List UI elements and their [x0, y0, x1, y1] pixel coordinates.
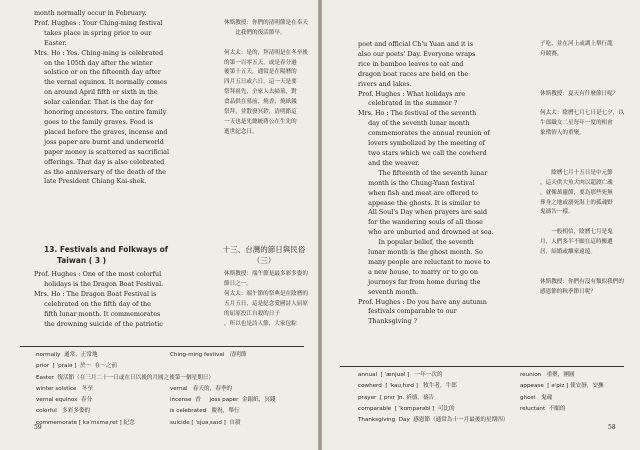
left-page-number: 59 [34, 424, 42, 431]
left-vocab-column-1: normally 通常，正常地 prior [ ˈpraiə ] 於～ 在～之前 Easter 復活節（在三月二十一日或在日以後的月圓之後第一個星期日） winter solstice 冬至 vernal equinox 春分 colorful 多彩多姿的 commemorate [ kəˈmɛməˌret ] 紀念 [36, 352, 214, 426]
left-vocab-divider [20, 346, 304, 347]
right-chinese-translation: 子吃，並在河上或湖上舉行龍 舟競賽。 休斯教授：夏天有什麼節日呢？ 何太太：陰曆七月七日是七夕，以 牛郎織女二星每年一度的相會 象徵情人的重聚。 陰曆七月十五日是中元節 ，這天供大魚大肉以超渡亡魂 ，就像萬靈節，要為那些死無 葬身之地或溺死海上的孤魂野 鬼禱告一樣。 一般相信，陰曆七月是鬼 月，人們多半不願在這時搬遷 居，結婚或離家遠遊。 休斯教授：你們有沒有類似我們的 感恩節的秋季節日呢？ [540, 41, 624, 295]
right-vocab-divider [340, 366, 624, 367]
right-english-dialogue: poet and official Ch'u Yuan and it is also our poets' Day. Everyone wraps rice in bamboo leaves to eat and dragon boat races are held on the rivers and lakes. Prof. Hughes : What holidays are celebrated in the summer ? Mrs. Ho : The festival of the seventh day of the seventh lunar month commemorates the annual reunion of lovers symbolized by the meeting of two stars which we call the cowherd and the weaver. The fifteenth of the seventh lunar month is the Chung-Yuan festival when fish and meat are offered to appease the ghosts. It is similar to All Soul's Day when prayers are said for the wandering souls of all those who are unburied and drowned at sea. In popular belief, the seventh lunar month is the ghost month. So many people are reluctant to move to a new house, to marry or to go on journeys far from home during the seventh month. Prof. Hughes : Do you have any autumn festivals comparable to our Thanksgiving ? [358, 40, 494, 326]
left-chinese-translation-mid: 休斯教授：端午節是最多彩多姿的 節日之一。 何太太：端午節的祭典是在陰曆的 五月五日，這是紀念愛國詩人屈原 的屈原投江自殺的日子 ，所以也是詩人節，大家包粽 [224, 271, 308, 327]
right-page-number: 58 [608, 424, 616, 431]
lesson-heading-chinese: 十三、台灣的節日與民俗 （三） [222, 245, 306, 265]
left-page [0, 0, 318, 450]
right-vocab-column-1: annual [ ˈænjuəl ] 一年一次的 cowherd [ ˈkauˌhɝd ] 牧牛者，牛郎 prayer [ prɛr ]n. 祈禱，禱告 comparable [ ˈkɑmpərəbl ] 可比的 Thanksgiving Day 感恩節（通常為十一月最後的星期四） [358, 372, 509, 424]
left-chinese-translation-top: 休斯教授：你們的清明節是在奉天 比我們的復活節早。 何太太：是的，拜清明是在冬至後 的第一百零五天，或是春分過 後第十五天，通常是在陽曆的 四月五日或六日，這一天是要 祭拜祖先，全家人去掃墓，對 食品供在墓前，燒香，燒紙銭 祭拜，並散發冥鈔，清明節這 一天也是先總統蔣公在生先的 逝世紀念日。 [224, 19, 308, 135]
lesson-heading-english: 13. Festivals and Folkways of Taiwan ( 3 ) [44, 245, 169, 265]
left-english-dialogue-mid: Prof. Hughes : One of the most colorful holidays is the Dragon Boat Festival. Mrs. Ho : The Dragon Boat Festival is celebrated on the fifth day of the fifth lunar month. It commemorates the drowning suicide of the patriotic [34, 270, 164, 328]
left-vocab-column-2: Ching-ming festival 清明節 vernal 春天的，春季的 incense 香 joss paper 金銀紙，冥錢 is celebrated 慶祝，舉行 suicide [ ˈsjuəˌsaɪd ] 自殺 [170, 352, 276, 426]
right-vocab-column-2: reunion 重聚，團圓 appease [ əˈpiz ] 使安靜，安撫 ghost 鬼魂 reluctant 不願的 [520, 372, 604, 412]
right-page [322, 0, 640, 450]
left-english-dialogue-top: month normally occur in February. Prof. Hughes : Your Ching-ming festival takes place in spring prior to our Easter. Mrs. Ho : Yes. Ching-ming is celebrated on the 105th day after the winter solstice or on the fifteenth day after the vernal equinox. It normally comes on around April fifth or sixth in the solar calendar. That is the day for honoring ancestors. The entire family goes to the family graves. Food is placed before the graves, incense and joss paper are burnt and underworld paper money is scattered as sacrificial offerings. That day is also celebrated as the anniversary of the death of the late President Chiang Kai-shek. [34, 9, 169, 186]
